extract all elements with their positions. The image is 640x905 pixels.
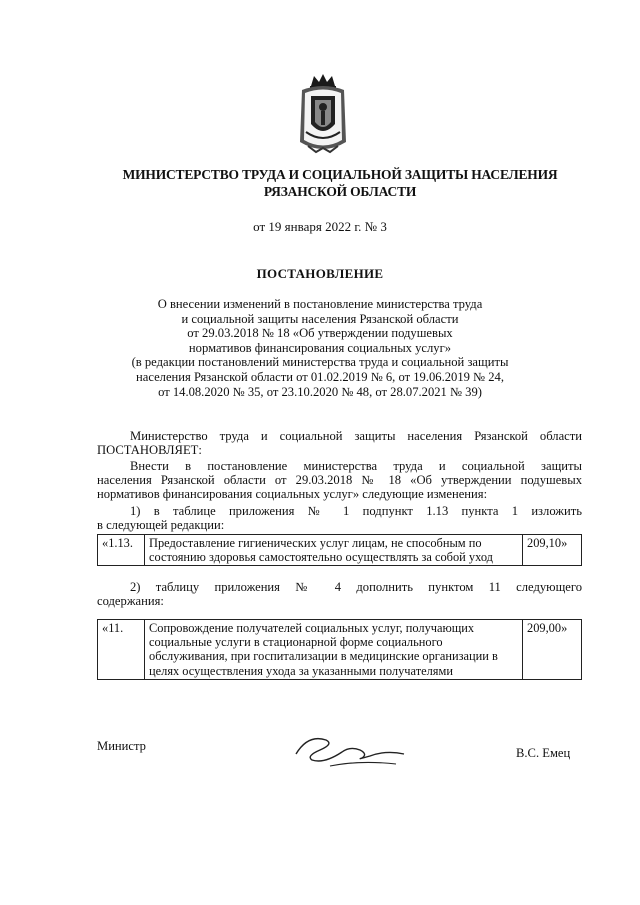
paragraph-line: нормативов финансирования социальных услуг» следующие изменения: xyxy=(97,486,488,501)
amendment-table-2 xyxy=(97,619,582,680)
paragraph-item-2 xyxy=(97,581,582,609)
paragraph-line: Внести в постановление министерства труда и социальной защиты xyxy=(130,459,582,473)
paragraph-line: 2) таблицу приложения № 4 дополнить пунктом 11 следующего xyxy=(130,580,582,594)
subject-line: населения Рязанской области от 01.02.2019 № 6, от 19.06.2019 № 24, xyxy=(136,369,504,384)
table-cell-value: 209,10» xyxy=(523,535,582,566)
paragraph-item-1 xyxy=(97,505,582,533)
paragraph-line: Министерство труда и социальной защиты населения Рязанской области xyxy=(130,429,582,443)
subject-line: нормативов финансирования социальных услуг» xyxy=(188,340,452,355)
signer-title: Министр xyxy=(97,739,146,753)
paragraph-line: 1) в таблице приложения № 1 подпункт 1.13 пункта 1 изложить xyxy=(130,504,582,518)
ministry-name xyxy=(60,166,620,200)
ministry-line-1: МИНИСТЕРСТВО ТРУДА И СОЦИАЛЬНОЙ ЗАЩИТЫ НАСЕЛЕНИЯ xyxy=(122,167,558,182)
table-cell-value: 209,00» xyxy=(523,620,582,680)
table-cell-description: Сопровождение получателей социальных услуг, получающих социальные услуги в стационарной форме социального обслуживания, при госпитализации в медицинские организации в целях осуществления ухода за указанными получателями xyxy=(145,620,523,680)
subject-line: от 29.03.2018 № 18 «Об утверждении подушевых xyxy=(187,326,453,341)
paragraph-line: населения Рязанской области от 29.03.2018 № 18 «Об утверждении подушевых xyxy=(97,472,582,487)
subject-line: О внесении изменений в постановление министерства труда xyxy=(157,297,483,311)
paragraph-line: содержания: xyxy=(97,593,164,608)
ryazan-coat-of-arms-icon xyxy=(298,72,348,158)
subject-line: и социальной защиты населения Рязанской области xyxy=(181,311,459,326)
table-cell-description: Предоставление гигиенических услуг лицам, не способным по состоянию здоровья самостоятельно осуществлять за собой уход xyxy=(145,535,523,566)
date-number: от 19 января 2022 г. № 3 xyxy=(253,219,387,234)
amendment-table-1 xyxy=(97,534,582,566)
table-row xyxy=(98,620,582,680)
table-cell-number: «1.13. xyxy=(98,535,145,566)
paragraph-line: ПОСТАНОВЛЯЕТ: xyxy=(97,442,202,457)
paragraph-line: в следующей редакции: xyxy=(97,517,225,532)
document-type: ПОСТАНОВЛЕНИЕ xyxy=(256,266,384,281)
table-row xyxy=(98,535,582,566)
subject-line: (в редакции постановлений министерства труда и социальной защиты xyxy=(131,355,509,370)
ministry-line-2: РЯЗАНСКОЙ ОБЛАСТИ xyxy=(263,184,417,199)
subject-line: от 14.08.2020 № 35, от 23.10.2020 № 48, от 28.07.2021 № 39) xyxy=(158,384,482,399)
signer-name: В.С. Емец xyxy=(516,746,571,760)
paragraph-amend xyxy=(97,460,582,501)
handwritten-signature-icon xyxy=(290,720,410,774)
table-cell-number: «11. xyxy=(98,620,145,680)
paragraph-resolves xyxy=(97,430,582,458)
document-subject xyxy=(100,297,540,399)
